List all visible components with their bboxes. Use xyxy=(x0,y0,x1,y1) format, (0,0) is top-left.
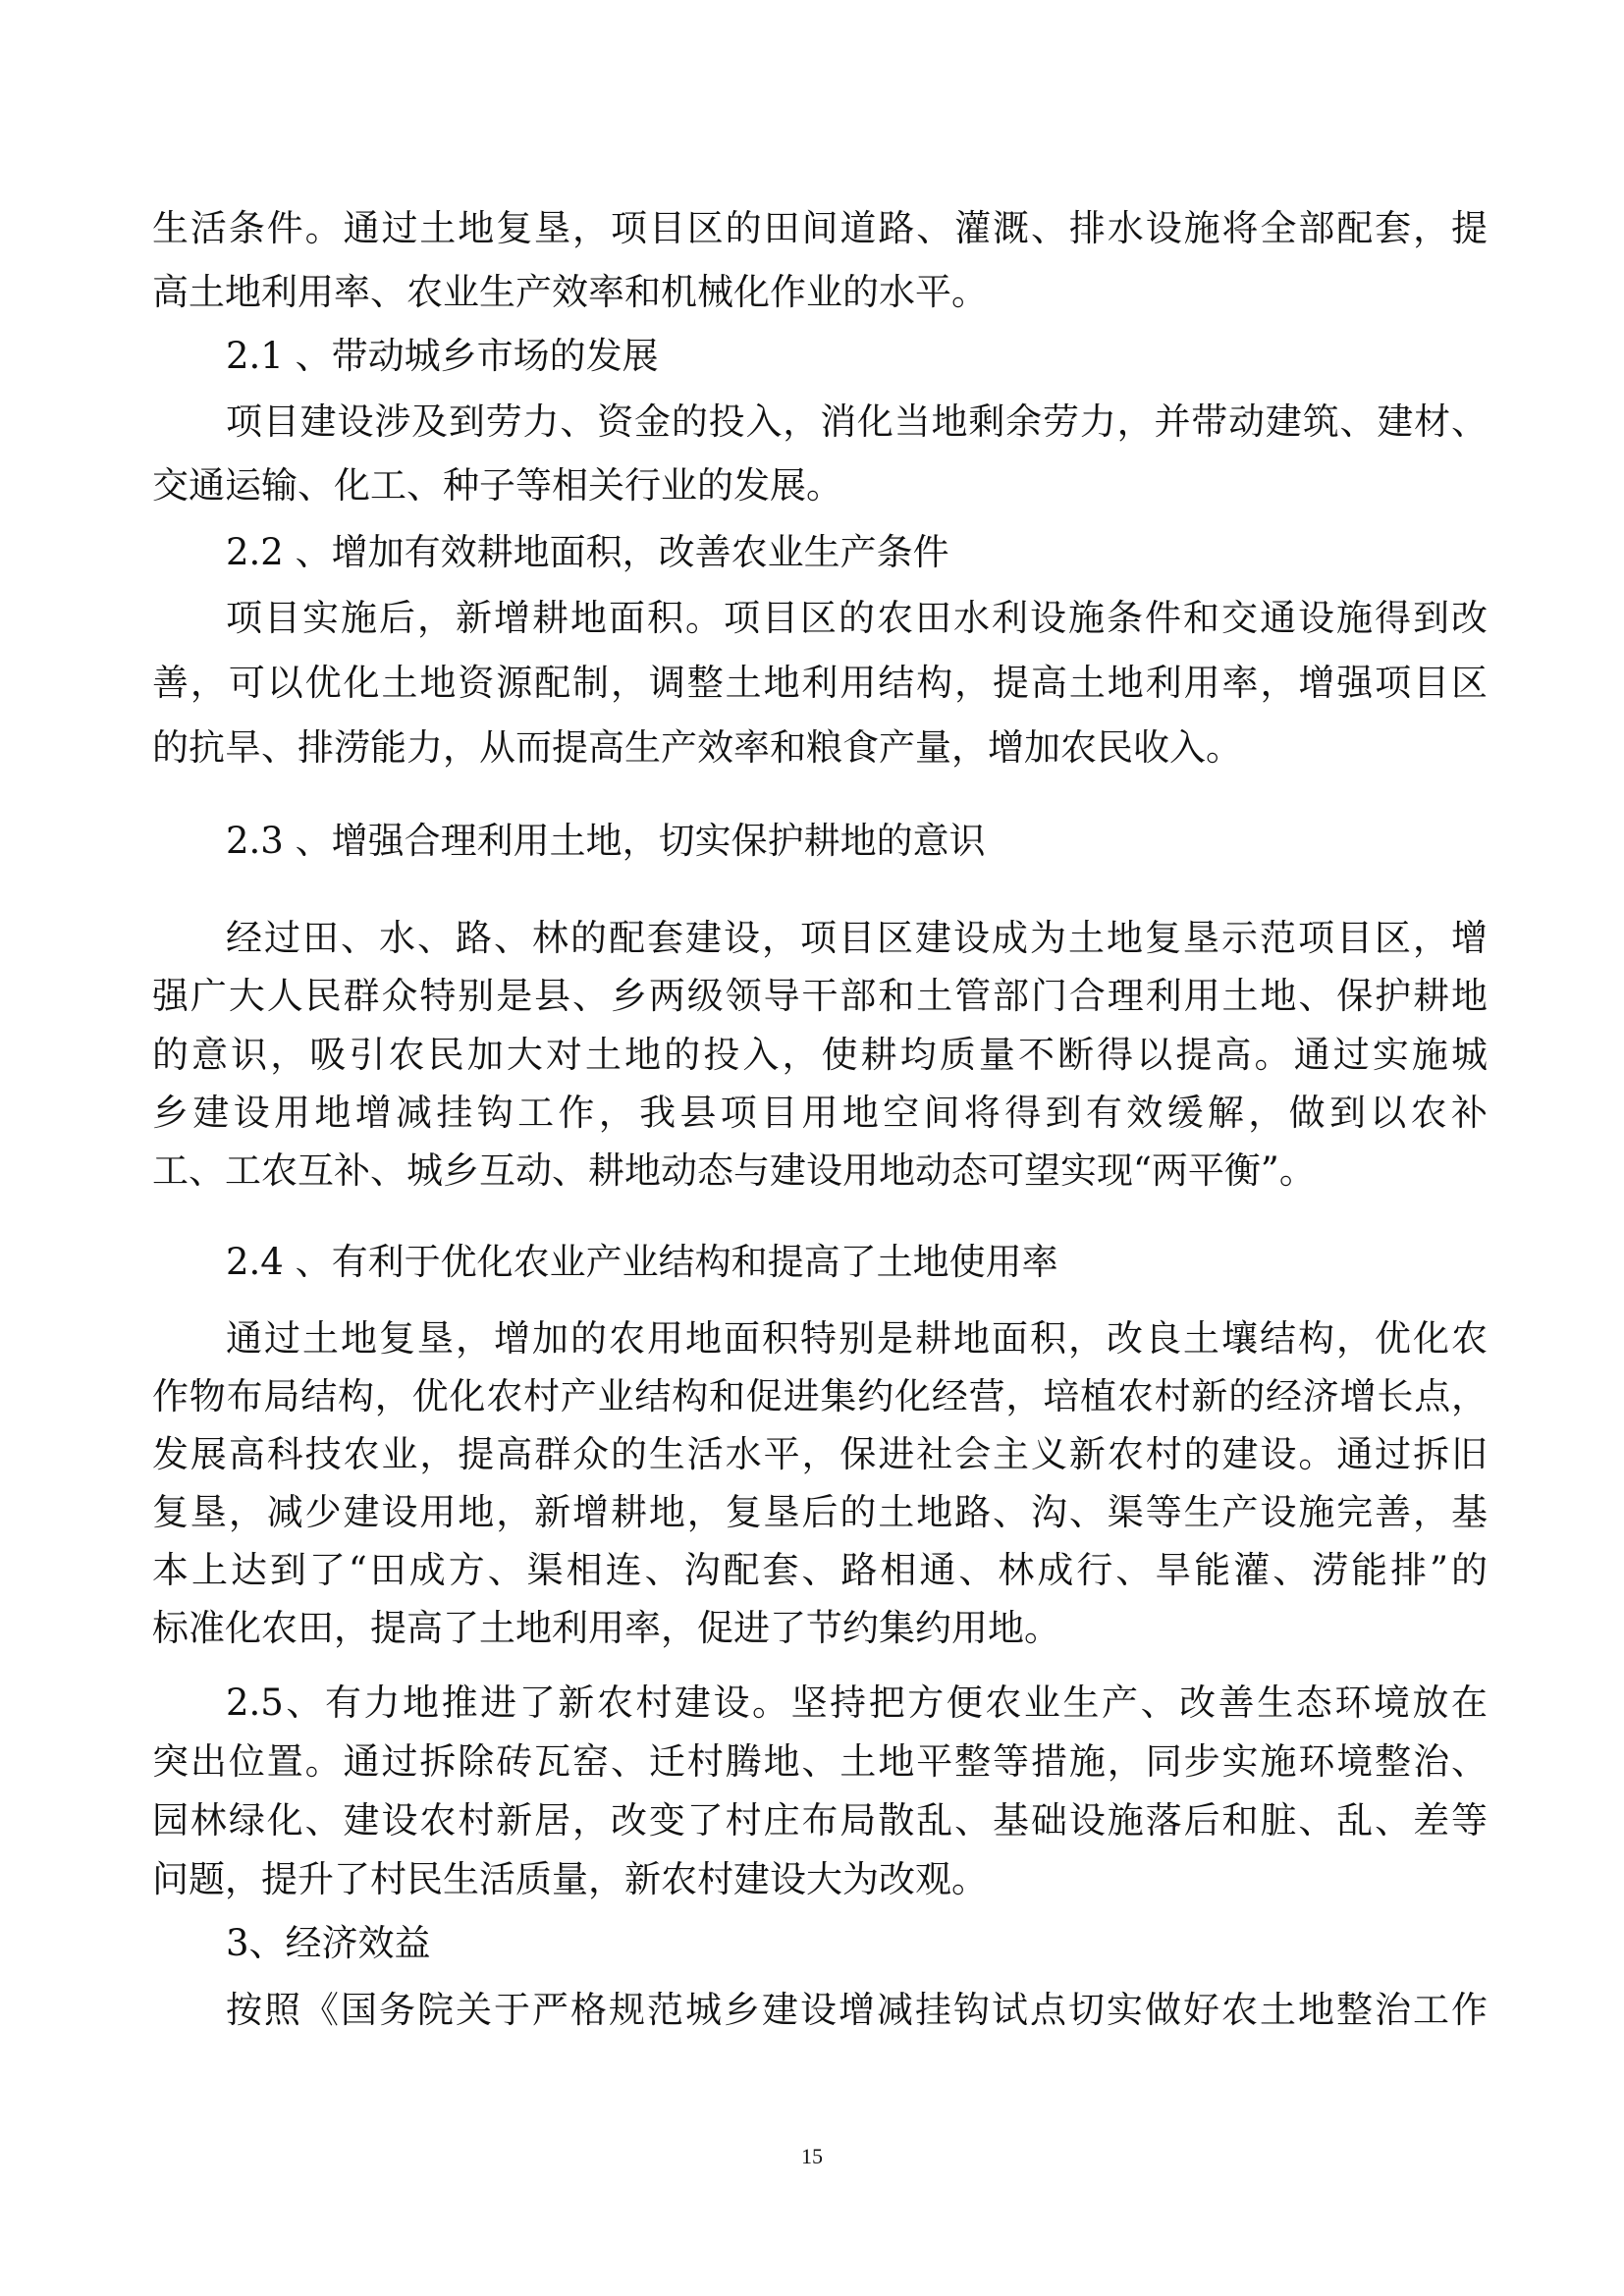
paragraph-line: 突出位置。通过拆除砖瓦窑、迁村腾地、土地平整等措施，同步实施环境整治、 xyxy=(152,1740,1488,1783)
paragraph-line: 本上达到了“田成方、渠相连、沟配套、路相通、林成行、旱能灌、涝能排”的 xyxy=(152,1549,1488,1591)
paragraph-line: 2.5、有力地推进了新农村建设。坚持把方便农业生产、改善生态环境放在 xyxy=(226,1682,1488,1724)
paragraph-line: 问题，提升了村民生活质量，新农村建设大为改观。 xyxy=(152,1858,988,1900)
paragraph-line: 的抗旱、排涝能力，从而提高生产效率和粮食产量，增加农民收入。 xyxy=(152,726,1242,769)
paragraph-line: 交通运输、化工、种子等相关行业的发展。 xyxy=(152,464,842,507)
section-heading: 2.3 、增强合理利用土地，切实保护耕地的意识 xyxy=(226,820,986,862)
paragraph-line: 按照《国务院关于严格规范城乡建设增减挂钩试点切实做好农土地整治工作 xyxy=(226,1989,1488,2031)
paragraph-line: 发展高科技农业，提高群众的生活水平，保进社会主义新农村的建设。通过拆旧 xyxy=(152,1433,1488,1475)
paragraph-line: 项目实施后，新增耕地面积。项目区的农田水利设施条件和交通设施得到改 xyxy=(226,597,1488,639)
paragraph-line: 复垦，减少建设用地，新增耕地，复垦后的土地路、沟、渠等生产设施完善，基 xyxy=(152,1491,1488,1533)
page-number: 15 xyxy=(801,2144,823,2168)
paragraph-line: 的意识，吸引农民加大对土地的投入，使耕均质量不断得以提高。通过实施城 xyxy=(152,1034,1488,1076)
section-heading: 2.1 、带动城乡市场的发展 xyxy=(226,335,659,377)
section-heading: 3、经济效益 xyxy=(226,1922,431,1964)
paragraph-line: 善，可以优化土地资源配制，调整土地利用结构，提高土地利用率，增强项目区 xyxy=(152,662,1488,704)
paragraph-line: 工、工农互补、城乡互动、耕地动态与建设用地动态可望实现“两平衡”。 xyxy=(152,1149,1316,1192)
paragraph-line: 高土地利用率、农业生产效率和机械化作业的水平。 xyxy=(152,271,988,313)
paragraph-line: 标准化农田，提高了土地利用率，促进了节约集约用地。 xyxy=(152,1607,1060,1649)
section-heading: 2.4 、有利于优化农业产业结构和提高了土地使用率 xyxy=(226,1241,1058,1283)
paragraph-line: 强广大人民群众特别是县、乡两级领导干部和土管部门合理利用土地、保护耕地 xyxy=(152,975,1488,1017)
paragraph-line: 园林绿化、建设农村新居，改变了村庄布局散乱、基础设施落后和脏、乱、差等 xyxy=(152,1799,1488,1842)
paragraph-line: 作物布局结构，优化农村产业结构和促进集约化经营，培植农村新的经济增长点， xyxy=(152,1375,1488,1417)
section-heading: 2.2 、增加有效耕地面积，改善农业生产条件 xyxy=(226,531,949,573)
paragraph-line: 乡建设用地增减挂钩工作，我县项目用地空间将得到有效缓解，做到以农补 xyxy=(152,1092,1488,1134)
paragraph-line: 通过土地复垦，增加的农用地面积特别是耕地面积，改良土壤结构，优化农 xyxy=(226,1317,1488,1360)
paragraph-line: 经过田、水、路、林的配套建设，项目区建设成为土地复垦示范项目区，增 xyxy=(226,917,1488,959)
paragraph-line: 项目建设涉及到劳力、资金的投入，消化当地剩余劳力，并带动建筑、建材、 xyxy=(226,400,1488,443)
paragraph-line: 生活条件。通过土地复垦，项目区的田间道路、灌溉、排水设施将全部配套，提 xyxy=(152,207,1488,249)
